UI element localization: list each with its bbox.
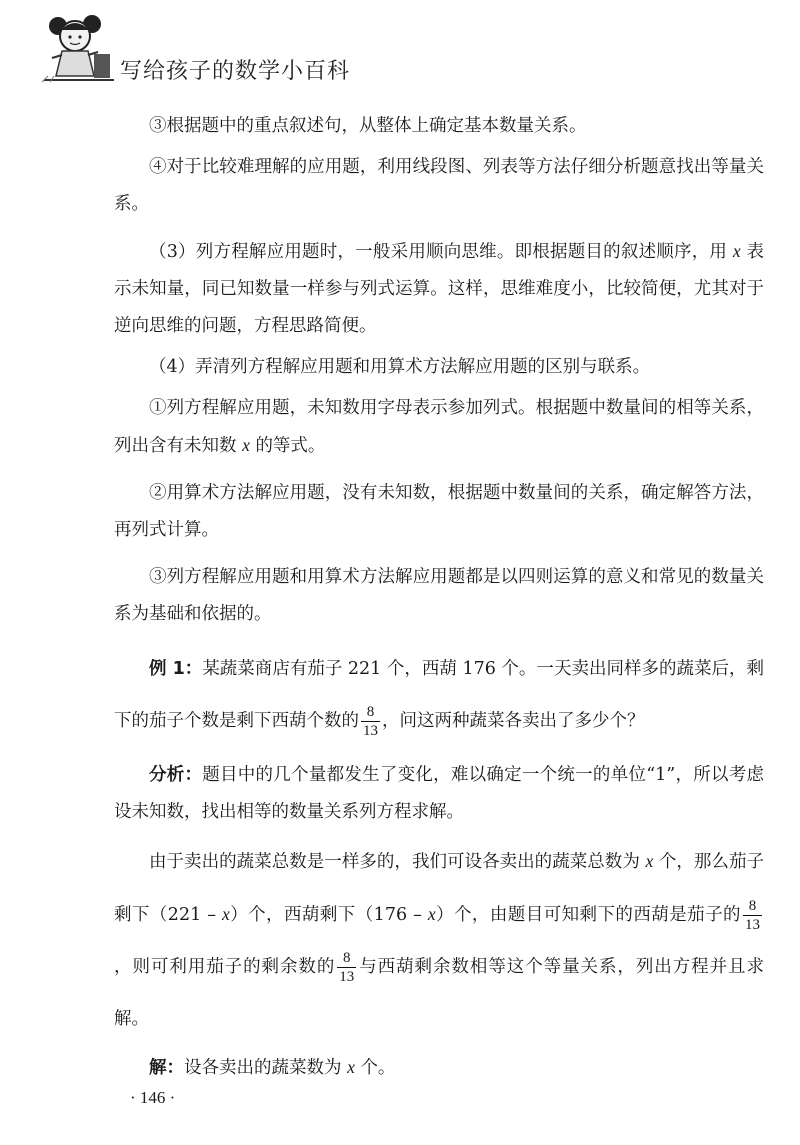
- analysis-text: ）个，由题目可知剩下的西葫是茄子的: [435, 905, 741, 925]
- paragraph: [114, 390, 764, 465]
- solution-label: 解：: [149, 1058, 184, 1078]
- example-label: 例 1：: [149, 659, 203, 679]
- fraction-denominator: 13: [363, 723, 378, 739]
- fraction-numerator: 8: [343, 950, 351, 966]
- variable-x: x: [242, 435, 250, 455]
- fraction: [337, 949, 356, 986]
- variable-x: x: [347, 1057, 355, 1077]
- fraction-denominator: 13: [745, 917, 760, 933]
- analysis-text: ）个，西葫剩下（176 –: [229, 905, 428, 925]
- analysis-text: 与西葫剩余数相等这个等量关系，列出方程并且求解。: [114, 957, 765, 1029]
- variable-x: x: [427, 904, 436, 924]
- fraction-numerator: 8: [366, 704, 375, 720]
- analysis-text: ，则可利用茄子的剩余数的: [114, 957, 336, 977]
- solution-text: 设各卖出的蔬菜数为: [184, 1058, 342, 1078]
- page-number: · 146 ·: [130, 1088, 176, 1107]
- fraction: [743, 897, 762, 934]
- fraction: [361, 703, 380, 740]
- analysis-label: 分析：: [149, 765, 203, 785]
- example-text: 某蔬菜商店有茄子 221 个，西葫 176 个。一天卖出同样多的蔬菜后，剩下的茄子个数是剩下西葫个数的: [114, 659, 764, 731]
- page-content: [114, 108, 764, 1087]
- example-text: ，问这两种蔬菜各卖出了多少个？: [382, 711, 645, 731]
- paragraph: （4）弄清列方程解应用题和用算术方法解应用题的区别与联系。: [149, 357, 651, 377]
- paragraph-text: 表示未知量，同已知数量一样参与列式运算。这样，思维难度小，比较简便，尤其对于逆向思维的问题，方程思路简便。: [114, 242, 764, 336]
- paragraph: ②用算术方法解应用题，没有未知数，根据题中数量间的关系，确定解答方法，再列式计算。: [114, 483, 764, 540]
- example-paragraph: [114, 643, 764, 747]
- analysis-paragraph: [114, 757, 764, 831]
- paragraph: ③列方程解应用题和用算术方法解应用题都是以四则运算的意义和常见的数量关系为基础和依据的。: [114, 567, 764, 624]
- analysis-paragraph: [114, 835, 764, 1045]
- analysis-text: 由于卖出的蔬菜总数是一样多的，我们可设各卖出的蔬菜总数为: [149, 852, 640, 872]
- fraction-denominator: 13: [339, 969, 355, 985]
- analysis-text: 题目中的几个量都发生了变化，难以确定一个统一的单位“1”，所以考虑设未知数，找出相等的数量关系列方程求解。: [114, 765, 765, 822]
- variable-x: x: [221, 904, 230, 924]
- book-title: 写给孩子的数学小百科: [120, 59, 351, 84]
- fraction-numerator: 8: [748, 898, 757, 914]
- paragraph-text: （3）列方程解应用题时，一般采用顺向思维。即根据题目的叙述顺序，用: [149, 242, 728, 262]
- girl-illustration-icon: [38, 10, 118, 84]
- paragraph-text: ①列方程解应用题，未知数用字母表示参加列式。根据题中数量间的相等关系，列出含有未知数: [114, 398, 764, 456]
- paragraph: ④对于比较难理解的应用题，利用线段图、列表等方法仔细分析题意找出等量关系。: [114, 157, 764, 214]
- page-header: [38, 10, 368, 84]
- variable-x: x: [645, 851, 654, 871]
- paragraph: [114, 233, 764, 345]
- paragraph-text: 的等式。: [255, 436, 326, 456]
- paragraph: ③根据题中的重点叙述句，从整体上确定基本数量关系。: [149, 116, 587, 136]
- solution-paragraph: [114, 1049, 764, 1087]
- analysis-text: 个，那么茄子剩下（221 –: [114, 852, 764, 925]
- solution-text: 个。: [360, 1058, 396, 1078]
- variable-x: x: [732, 241, 741, 261]
